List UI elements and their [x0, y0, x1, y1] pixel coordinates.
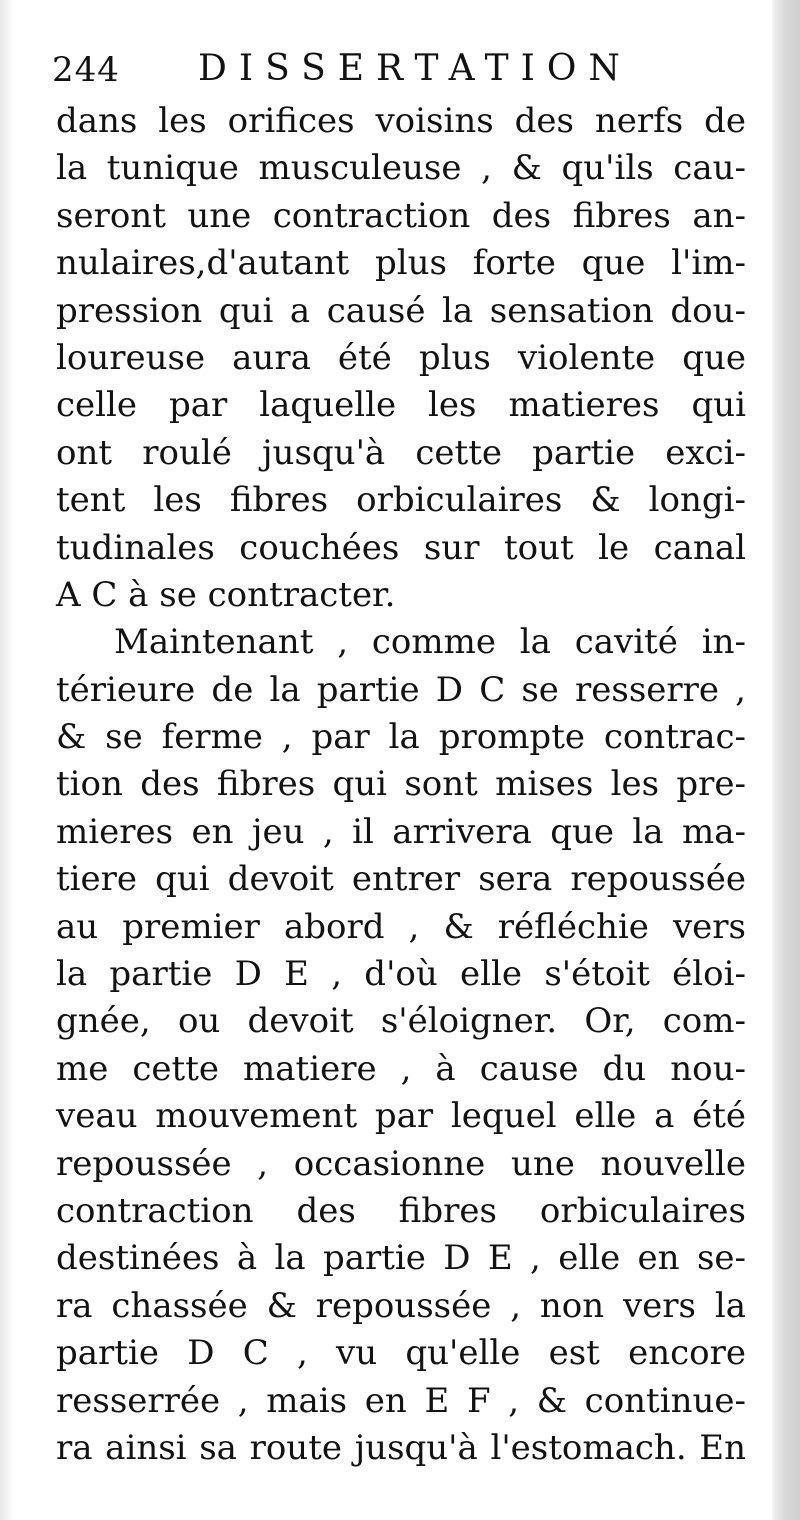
scan-left-edge [0, 0, 14, 1520]
text-line: destinées à la partie D E , elle en se- [56, 1238, 746, 1279]
text-line: la partie D E , d'où elle s'étoit éloi- [56, 954, 746, 995]
text-line: térieure de la partie D C se resserre , [56, 669, 746, 710]
text-line: tent les fibres orbiculaires & longi- [56, 480, 746, 521]
text-line: tudinales couchées sur tout le canal [56, 527, 746, 568]
text-line: tion des fibres qui sont mises les pre- [56, 764, 746, 805]
text-line: au premier abord , & réfléchie vers [56, 906, 746, 947]
text-line: mieres en jeu , il arrivera que la ma- [56, 811, 746, 852]
text-line: repoussée , occasionne une nouvelle [56, 1143, 746, 1184]
text-line: & se ferme , par la prompte contrac- [56, 717, 746, 758]
page-header [52, 44, 752, 94]
text-line: contraction des fibres orbiculaires [56, 1190, 746, 1231]
text-line: partie D C , vu qu'elle est encore [56, 1333, 746, 1374]
text-line: ont roulé jusqu'à cette partie exci- [56, 432, 746, 473]
text-line: nulaires,d'autant plus forte que l'im- [56, 243, 746, 284]
text-line: tiere qui devoit entrer sera repoussée [56, 859, 746, 900]
text-line: seront une contraction des fibres an- [56, 195, 746, 236]
text-line: gnée, ou devoit s'éloigner. Or, com- [56, 1001, 746, 1042]
text-line: Maintenant , comme la cavité in- [114, 622, 746, 663]
text-line: resserrée , mais en E F , & continue- [56, 1380, 746, 1421]
text-line: A C à se contracter. [56, 574, 396, 615]
text-line: dans les orifices voisins des nerfs de [56, 101, 746, 141]
text-line: la tunique musculeuse , & qu'ils cau- [56, 148, 746, 189]
text-line: loureuse aura été plus violente que [56, 337, 746, 378]
running-title: DISSERTATION [198, 48, 632, 89]
text-line: ra ainsi sa route jusqu'à l'estomach. En [56, 1427, 746, 1468]
paragraph-1 [56, 98, 746, 619]
text-line: veau mouvement par lequel elle a été [56, 1096, 746, 1137]
paragraph-2 [56, 619, 746, 1472]
body-text [56, 98, 746, 1472]
page-number: 244 [52, 50, 120, 90]
text-line: me cette matiere , à cause du nou- [56, 1048, 746, 1089]
text-line: ra chassée & repoussée , non vers la [56, 1285, 746, 1326]
scan-right-edge [772, 0, 800, 1520]
text-line: celle par laquelle les matieres qui [56, 385, 746, 426]
text-line: pression qui a causé la sensation dou- [56, 290, 746, 331]
